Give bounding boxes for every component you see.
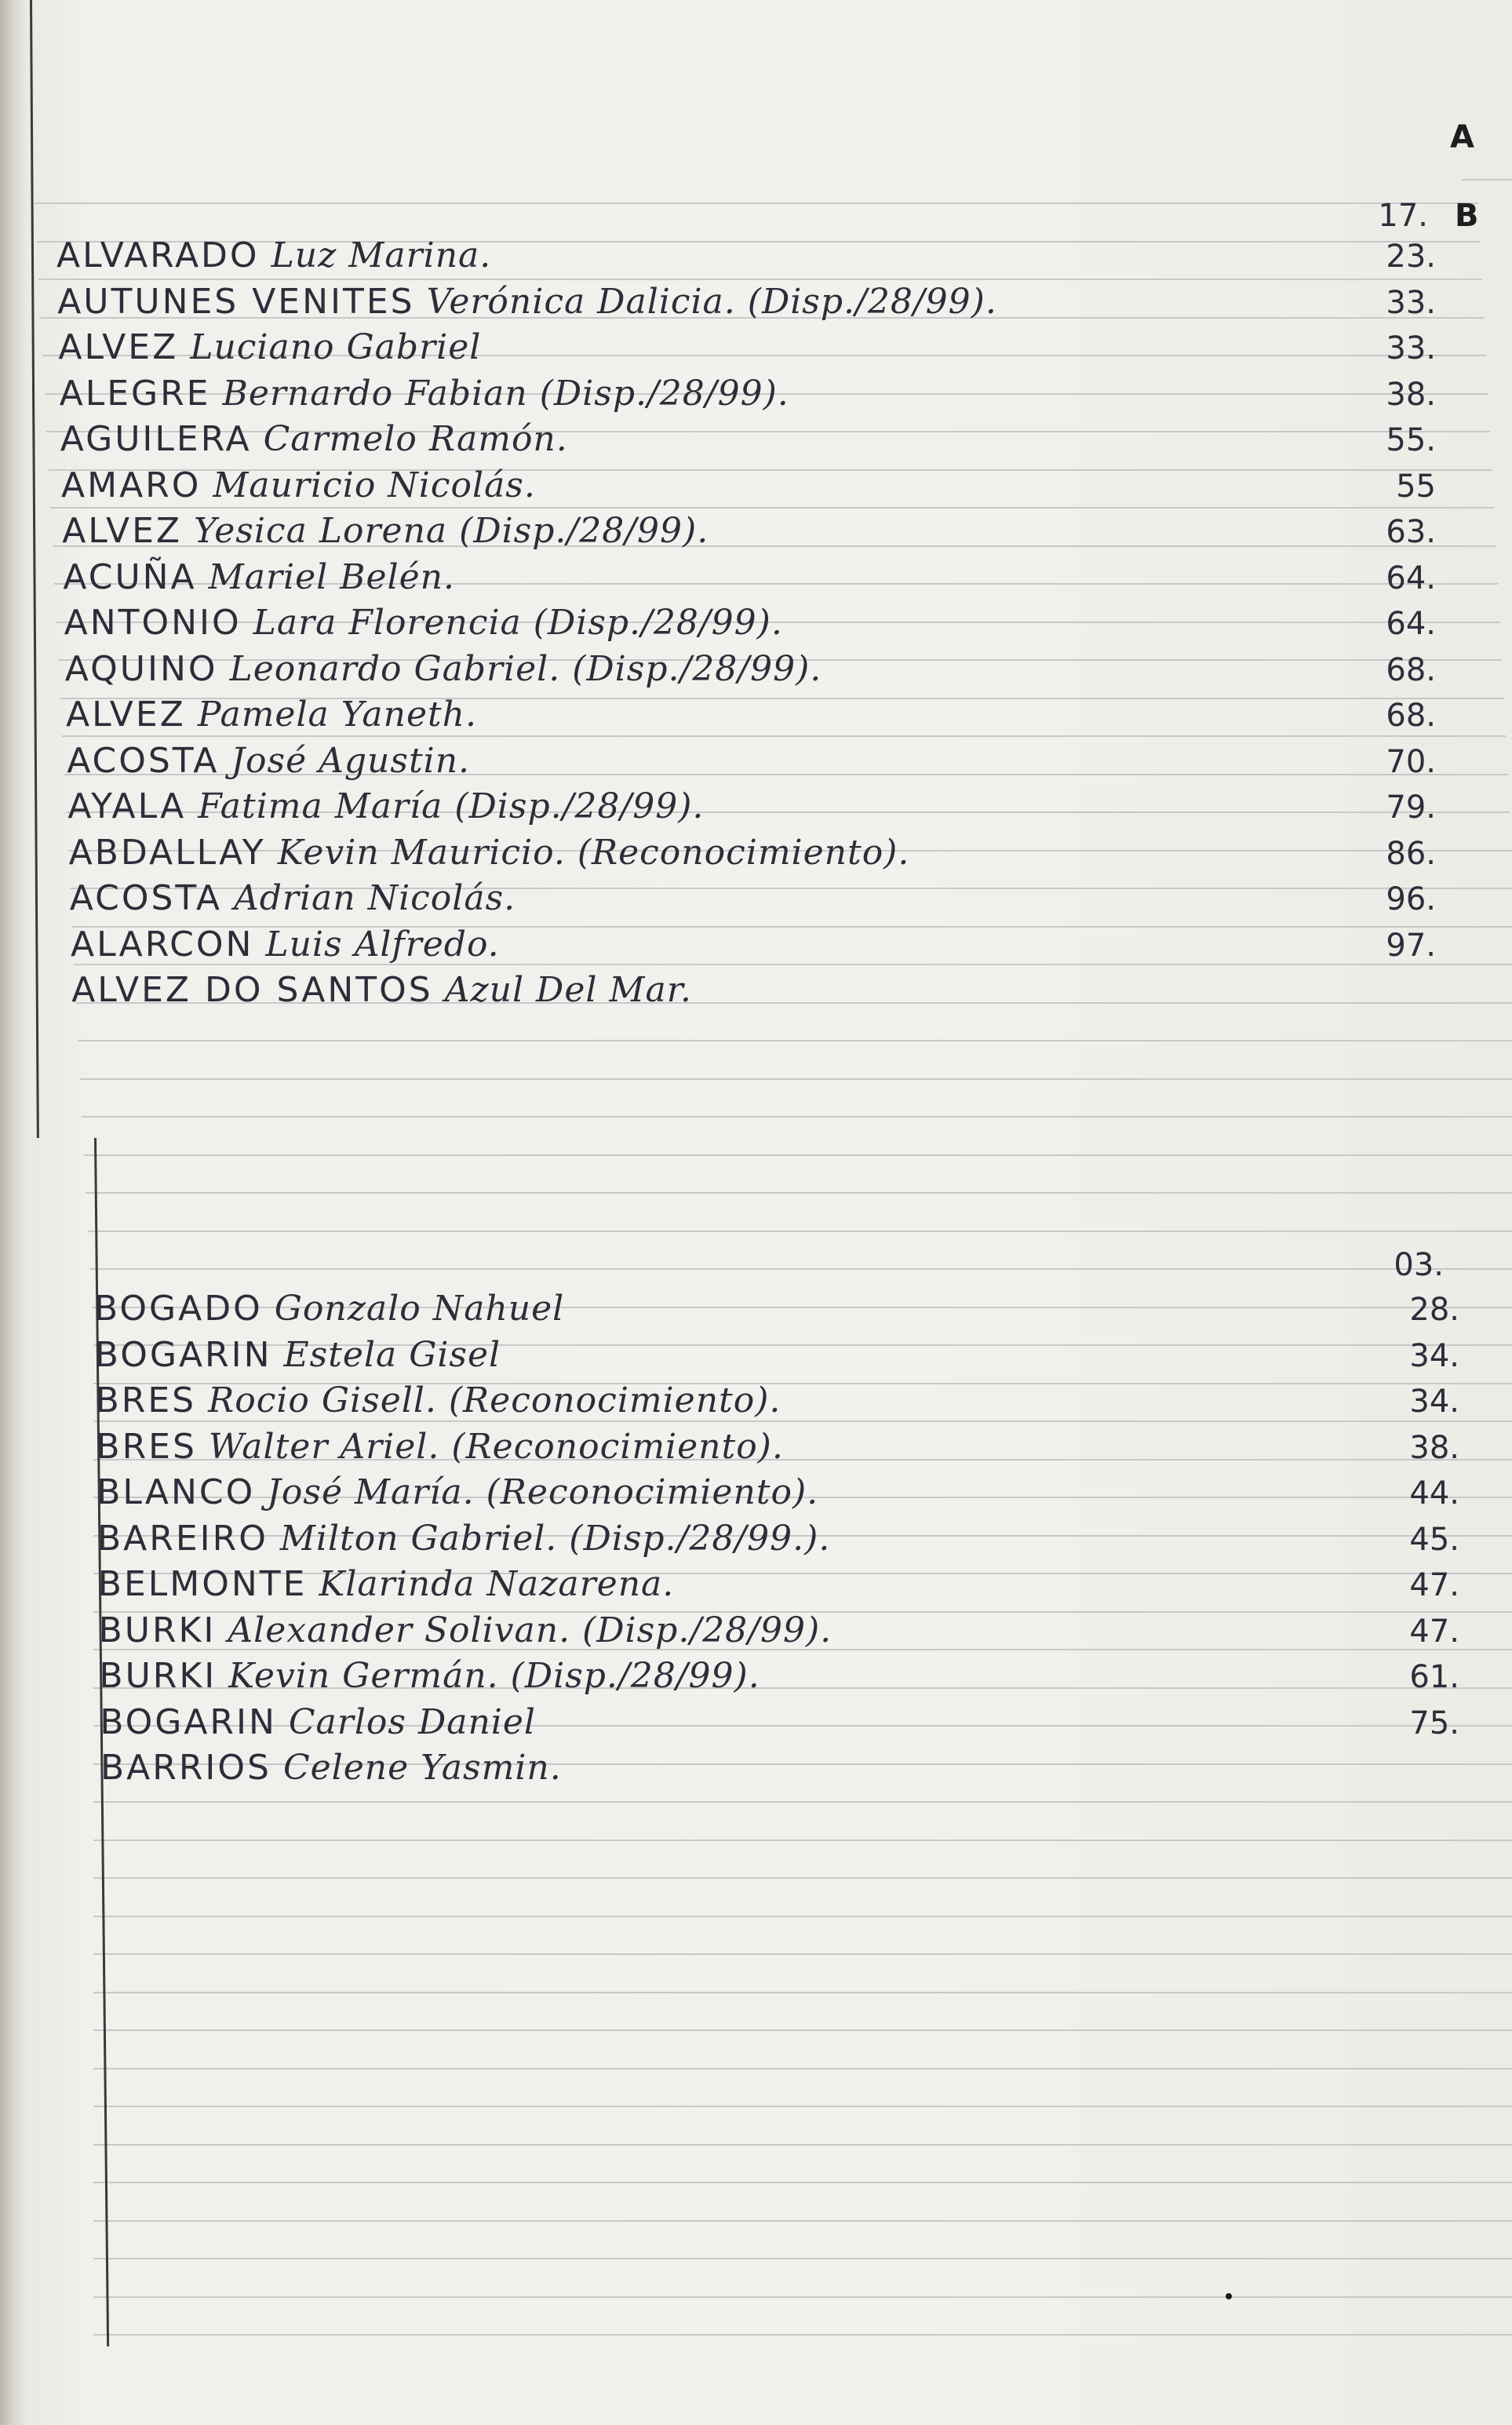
entry-page-number: 64.	[1386, 560, 1436, 596]
ruled-line	[93, 2144, 1512, 2146]
entry-page-number: 68.	[1386, 651, 1436, 688]
entry-note: (Reconocimiento).	[451, 1426, 784, 1467]
entry-surname: BLANCO	[97, 1472, 256, 1512]
ruled-line	[93, 2106, 1512, 2107]
ruled-line	[93, 1953, 1512, 1955]
entry-page-number: 34.	[1409, 1337, 1459, 1374]
entry-page-number: 61.	[1409, 1659, 1459, 1695]
entry-given-names: Adrian Nicolás.	[233, 878, 516, 918]
entry-surname: BAREIRO	[97, 1518, 268, 1559]
ruled-line	[84, 1154, 1512, 1156]
entry-surname: BOGADO	[94, 1289, 263, 1329]
ruled-line	[93, 1877, 1512, 1879]
entry-given-names: Leonardo Gabriel.	[229, 648, 561, 689]
entry-given-names: Yesica Lorena	[194, 511, 448, 551]
entry-note: (Reconocimiento).	[486, 1472, 819, 1512]
ruled-line	[93, 2182, 1512, 2183]
entry-page-number: 96.	[1386, 881, 1436, 917]
entry-page-number: 68.	[1386, 698, 1436, 734]
list-item	[61, 464, 536, 508]
entry-page-number: 28.	[1409, 1292, 1459, 1328]
ruled-line	[93, 1801, 1512, 1803]
entry-given-names: Mauricio Nicolás.	[213, 465, 536, 505]
entry-surname: BRES	[95, 1380, 197, 1420]
entry-given-names: Walter Ariel.	[208, 1426, 440, 1467]
entry-surname: ALVEZ	[66, 695, 186, 735]
list-item	[98, 1563, 674, 1606]
list-item	[56, 234, 491, 278]
list-item	[58, 326, 481, 370]
entry-given-names: Carmelo Ramón.	[263, 419, 568, 459]
list-item	[62, 509, 709, 553]
entry-given-names: Luciano Gabriel	[190, 327, 482, 367]
entry-given-names: José María.	[267, 1472, 475, 1512]
entry-note: (Disp./28/99).	[572, 648, 822, 689]
entry-given-names: Estela Gisel	[283, 1334, 501, 1375]
entry-surname: ABDALLAY	[68, 832, 266, 873]
entry-surname: BURKI	[99, 1656, 217, 1696]
ruled-line	[78, 1040, 1512, 1041]
list-item	[63, 556, 455, 600]
entry-page-number: 86.	[1386, 835, 1436, 872]
entry-surname: AUTUNES VENITES	[57, 281, 415, 322]
index-tab-divider	[1462, 179, 1512, 181]
entry-page-number: 63.	[1386, 514, 1436, 550]
list-item	[96, 1425, 783, 1469]
ruled-line	[93, 2029, 1512, 2031]
entry-page-number: 79.	[1386, 789, 1436, 826]
entry-note: (Disp./28/99).	[533, 603, 783, 643]
entry-page-number: 23.	[1386, 239, 1436, 275]
entry-given-names: José Agustin.	[231, 740, 471, 781]
list-item	[71, 968, 692, 1012]
entry-given-names: Pamela Yaneth.	[197, 695, 477, 735]
index-tab-a-label: A	[1450, 119, 1474, 155]
ruled-line	[93, 2220, 1512, 2222]
entry-note: (Disp./28/99).	[459, 511, 709, 551]
index-tab-b[interactable]	[1455, 198, 1479, 234]
entry-note: (Disp./28/99).	[747, 281, 997, 322]
entry-note: (Reconocimiento).	[577, 832, 910, 873]
entry-surname: BRES	[96, 1426, 197, 1467]
entry-surname: ALARCON	[71, 924, 254, 965]
entry-given-names: Lara Florencia	[253, 603, 522, 643]
index-tab-a[interactable]	[1450, 119, 1474, 155]
entry-note: (Disp./28/99.).	[569, 1518, 831, 1559]
list-item	[64, 601, 783, 645]
entry-surname: BURKI	[98, 1610, 217, 1650]
entry-page-number: 55.	[1386, 422, 1436, 458]
list-item	[100, 1746, 562, 1790]
entry-surname: ANTONIO	[64, 603, 242, 643]
list-item	[100, 1701, 536, 1745]
entry-page-number: 44.	[1409, 1475, 1459, 1512]
ruled-line	[80, 1078, 1512, 1080]
ruled-line	[93, 1916, 1512, 1917]
ruled-line	[93, 2068, 1512, 2069]
entry-page-number: 33.	[1386, 330, 1436, 366]
entry-page-number: 64.	[1386, 606, 1436, 642]
ruled-line	[93, 1840, 1512, 1841]
list-item	[65, 647, 822, 691]
entry-given-names: Celene Yasmin.	[282, 1748, 562, 1788]
entry-note: (Reconocimiento).	[448, 1380, 782, 1420]
ruled-line	[86, 1192, 1512, 1194]
list-item	[97, 1471, 818, 1515]
list-item	[60, 418, 568, 461]
entry-page-number: 70.	[1386, 743, 1436, 780]
entry-given-names: Carlos Daniel	[288, 1701, 536, 1742]
entry-page-number: 47.	[1409, 1567, 1459, 1603]
entry-page-number: 47.	[1409, 1613, 1459, 1650]
entry-page-number: 38.	[1386, 376, 1436, 413]
ruled-line	[93, 2334, 1512, 2336]
ruled-line	[88, 1231, 1512, 1232]
list-item	[60, 372, 789, 416]
entry-given-names: Kevin Mauricio.	[277, 832, 566, 873]
entry-surname: ACUÑA	[63, 556, 197, 597]
entry-given-names: Bernardo Fabian	[222, 373, 528, 414]
ruled-line	[93, 2258, 1512, 2259]
entry-page-number: 45.	[1409, 1521, 1459, 1558]
entry-surname: AGUILERA	[60, 419, 252, 459]
entry-page-number: 75.	[1409, 1705, 1459, 1741]
entry-note: (Disp./28/99).	[454, 786, 705, 826]
list-item	[67, 739, 470, 783]
section-a-page-marker: 17.	[1378, 198, 1428, 234]
entry-surname: AQUINO	[64, 648, 218, 689]
entry-page-number: 34.	[1409, 1384, 1459, 1420]
ink-dot	[1226, 2293, 1232, 2299]
entry-given-names: Luz Marina.	[271, 235, 492, 275]
ruled-line	[93, 2296, 1512, 2298]
section-b-page-marker: 03.	[1394, 1247, 1444, 1283]
list-item	[95, 1333, 501, 1377]
entry-page-number: 55	[1396, 468, 1436, 505]
list-item	[96, 1379, 782, 1423]
entry-given-names: Milton Gabriel.	[279, 1518, 558, 1559]
entry-surname: AYALA	[67, 786, 187, 826]
entry-given-names: Mariel Belén.	[208, 556, 455, 597]
entry-given-names: Klarinda Nazarena.	[319, 1564, 675, 1604]
list-item	[66, 693, 477, 737]
ruled-line	[82, 1116, 1512, 1118]
list-item	[99, 1609, 833, 1653]
entry-given-names: Azul Del Mar.	[444, 970, 692, 1010]
index-tab-b-label: B	[1455, 198, 1479, 234]
entry-surname: ALVEZ DO SANTOS	[71, 970, 433, 1010]
ruled-line	[93, 1992, 1512, 1993]
page-edge-shadow	[0, 0, 28, 2425]
entry-page-number: 97.	[1386, 927, 1436, 964]
entry-page-number: 38.	[1409, 1429, 1459, 1466]
entry-given-names: Verónica Dalicia.	[426, 281, 736, 322]
entry-given-names: Rocio Gisell.	[208, 1380, 437, 1420]
entry-note: (Disp./28/99).	[582, 1610, 833, 1650]
entry-surname: BOGARIN	[100, 1701, 277, 1742]
list-item	[69, 831, 910, 875]
entry-given-names: Luis Alfredo.	[265, 924, 500, 965]
entry-surname: ALVARADO	[56, 235, 260, 275]
entry-surname: BOGARIN	[94, 1334, 272, 1375]
list-item	[99, 1654, 760, 1698]
entry-surname: ALVEZ	[62, 511, 183, 551]
entry-surname: BARRIOS	[100, 1748, 271, 1788]
left-margin-line-upper	[30, 0, 39, 1138]
entry-surname: ALEGRE	[59, 373, 211, 414]
list-item	[97, 1517, 830, 1561]
entry-given-names: Fatima María	[198, 786, 443, 826]
entry-surname: ALVEZ	[58, 327, 179, 367]
list-item	[94, 1287, 564, 1331]
ruled-line	[35, 202, 1478, 204]
entry-note: (Disp./28/99).	[510, 1656, 760, 1696]
entry-surname: ACOSTA	[67, 740, 220, 781]
entry-given-names: Alexander Solivan.	[228, 1610, 571, 1650]
entry-surname: AMARO	[61, 465, 202, 505]
entry-surname: BELMONTE	[97, 1564, 308, 1604]
ruled-line	[89, 1268, 1512, 1270]
list-item	[67, 785, 704, 829]
entry-given-names: Kevin Germán.	[228, 1656, 499, 1696]
list-item	[70, 877, 516, 921]
list-item	[57, 280, 997, 324]
entry-page-number: 33.	[1386, 284, 1436, 321]
entry-surname: ACOSTA	[69, 878, 222, 918]
list-item	[71, 923, 500, 967]
entry-given-names: Gonzalo Nahuel	[274, 1289, 565, 1329]
entry-note: (Disp./28/99).	[539, 373, 789, 414]
